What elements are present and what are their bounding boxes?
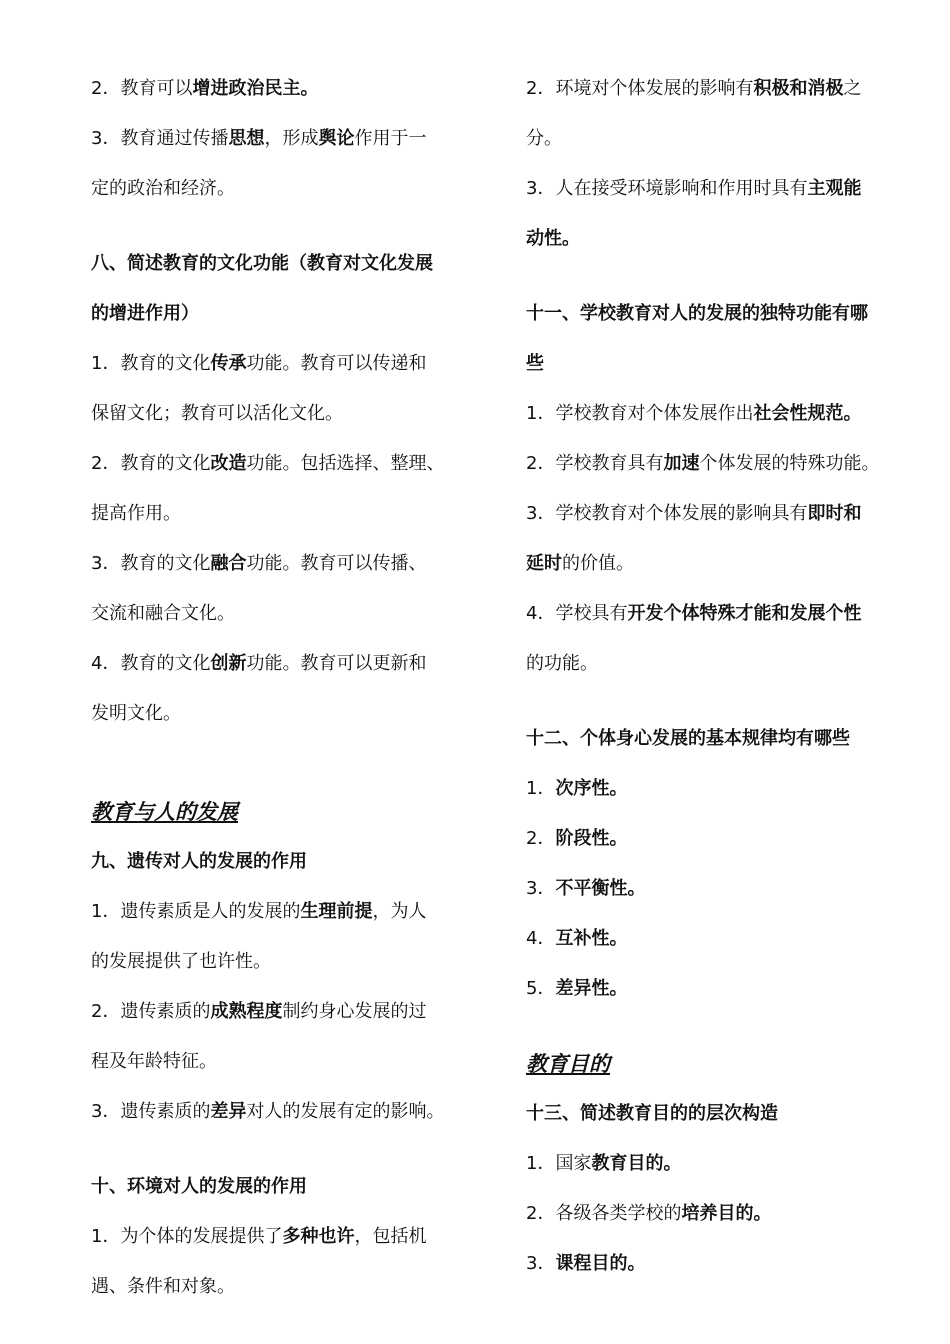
text: 4．学校具有	[526, 603, 628, 624]
paragraph-line: 遇、条件和对象。	[91, 1276, 235, 1297]
list-item	[526, 1239, 898, 1289]
section-title: 教育与人的发展	[91, 800, 238, 824]
text: 2．教育的文化	[91, 453, 211, 474]
bold-text: 思想	[228, 128, 265, 149]
text: ，包括机	[354, 1226, 427, 1247]
bold-text: 多种也许	[282, 1226, 355, 1247]
text: 1．学校教育对个体发展作出	[526, 403, 754, 424]
text: 的价值。	[562, 553, 634, 574]
list-item	[526, 764, 898, 814]
paragraph-line	[91, 1087, 471, 1137]
bold-text: 开发个体特殊才能和发展个性	[627, 603, 862, 624]
paragraph-line	[91, 539, 471, 589]
bold-text: 差异	[210, 1101, 247, 1122]
bold-text: 积极和消极	[753, 78, 844, 99]
text: 2．各级各类学校的	[526, 1203, 682, 1224]
list-item	[526, 914, 898, 964]
paragraph-line	[526, 214, 898, 264]
section-title: 教育目的	[526, 1052, 610, 1076]
list-item	[526, 1189, 898, 1239]
left-column	[91, 64, 471, 1312]
bold-text: 舆论	[318, 128, 355, 149]
paragraph-line: 的功能。	[526, 653, 598, 674]
text: 功能。包括选择、整理、	[246, 453, 445, 474]
paragraph-line	[91, 987, 471, 1037]
text: 2．教育可以	[91, 78, 193, 99]
text: 对人的发展有定的影响。	[246, 1101, 445, 1122]
text: 之	[843, 78, 862, 99]
paragraph-line	[91, 439, 471, 489]
bold-text: 成熟程度	[210, 1001, 283, 1022]
text: 定的政治和经济。	[91, 178, 235, 199]
bold-text: 生理前提	[300, 901, 373, 922]
paragraph-line	[91, 887, 471, 937]
bold-text: 传承	[210, 353, 247, 374]
text: ，形成	[264, 128, 319, 149]
bold-text: 改造	[210, 453, 247, 474]
bold-text: 互补性。	[555, 928, 628, 949]
text: 1．遗传素质是人的发展的	[91, 901, 301, 922]
text: 3．	[526, 1253, 556, 1274]
paragraph-line	[91, 164, 471, 214]
paragraph-line	[526, 164, 898, 214]
paragraph-line: 保留文化；教育可以活化文化。	[91, 403, 343, 424]
text: 作用于一	[354, 128, 427, 149]
text: 3．人在接受环境影响和作用时具有	[526, 178, 808, 199]
list-item	[526, 1139, 898, 1189]
paragraph-line: 分。	[526, 128, 562, 149]
paragraph-line	[91, 64, 471, 114]
question-heading: 九、遗传对人的发展的作用	[91, 851, 307, 872]
text: 2．遗传素质的	[91, 1001, 211, 1022]
text: 2．环境对个体发展的影响有	[526, 78, 754, 99]
text: 3．	[526, 878, 556, 899]
text: 3．教育的文化	[91, 553, 211, 574]
paragraph-line: 的发展提供了也许性。	[91, 951, 271, 972]
text: 1．为个体的发展提供了	[91, 1226, 283, 1247]
text: 3．遗传素质的	[91, 1101, 211, 1122]
list-item	[526, 964, 898, 1014]
list-item	[526, 814, 898, 864]
text: ，为人	[372, 901, 427, 922]
question-heading: 十一、学校教育对人的发展的独特功能有哪	[526, 303, 868, 324]
text: 1．	[526, 778, 556, 799]
text: 1．国家	[526, 1153, 592, 1174]
bold-text: 融合	[210, 553, 247, 574]
text: 功能。教育可以传递和	[246, 353, 427, 374]
question-heading: 的增进作用）	[91, 303, 199, 324]
paragraph-line	[91, 339, 471, 389]
text: 功能。教育可以传播、	[246, 553, 427, 574]
right-column	[526, 64, 898, 1289]
bold-text: 差异性。	[555, 978, 628, 999]
text: 功能。教育可以更新和	[246, 653, 427, 674]
text: 5．	[526, 978, 556, 999]
paragraph-line	[526, 64, 898, 114]
text: 2．	[526, 828, 556, 849]
text: 个体发展的特殊功能。	[699, 453, 880, 474]
paragraph-line: 提高作用。	[91, 503, 181, 524]
paragraph-line: 交流和融合文化。	[91, 603, 235, 624]
paragraph-line: 程及年龄特征。	[91, 1051, 217, 1072]
text: 4．	[526, 928, 556, 949]
bold-text: 增进政治民主。	[192, 78, 319, 99]
bold-text: 不平衡性。	[555, 878, 646, 899]
bold-text: 加速	[663, 453, 700, 474]
bold-text: 培养目的。	[681, 1203, 772, 1224]
paragraph-line	[91, 1212, 471, 1262]
bold-text: 即时和	[807, 503, 862, 524]
bold-text: 阶段性。	[555, 828, 628, 849]
question-heading: 些	[526, 353, 544, 374]
text: 1．教育的文化	[91, 353, 211, 374]
question-heading: 八、简述教育的文化功能（教育对文化发展	[91, 253, 433, 274]
bold-text: 延时	[526, 553, 562, 574]
list-item	[526, 864, 898, 914]
bold-text: 主观能	[807, 178, 862, 199]
text: 3．教育通过传播	[91, 128, 229, 149]
bold-text: 社会性规范。	[753, 403, 862, 424]
paragraph-line	[91, 639, 471, 689]
paragraph-line	[526, 389, 898, 439]
question-heading: 十三、简述教育目的的层次构造	[526, 1103, 778, 1124]
paragraph-line	[526, 539, 898, 589]
bold-text: 课程目的。	[555, 1253, 646, 1274]
bold-text: 动性。	[526, 228, 580, 249]
text: 4．教育的文化	[91, 653, 211, 674]
text: 3．学校教育对个体发展的影响具有	[526, 503, 808, 524]
bold-text: 创新	[210, 653, 247, 674]
text: 2．学校教育具有	[526, 453, 664, 474]
paragraph-line: 发明文化。	[91, 703, 181, 724]
paragraph-line	[526, 439, 898, 489]
text: 制约身心发展的过	[282, 1001, 427, 1022]
bold-text: 教育目的。	[591, 1153, 682, 1174]
paragraph-line	[526, 589, 898, 639]
paragraph-line	[526, 489, 898, 539]
question-heading: 十、环境对人的发展的作用	[91, 1176, 307, 1197]
bold-text: 次序性。	[555, 778, 628, 799]
paragraph-line	[91, 114, 471, 164]
question-heading: 十二、个体身心发展的基本规律均有哪些	[526, 728, 850, 749]
